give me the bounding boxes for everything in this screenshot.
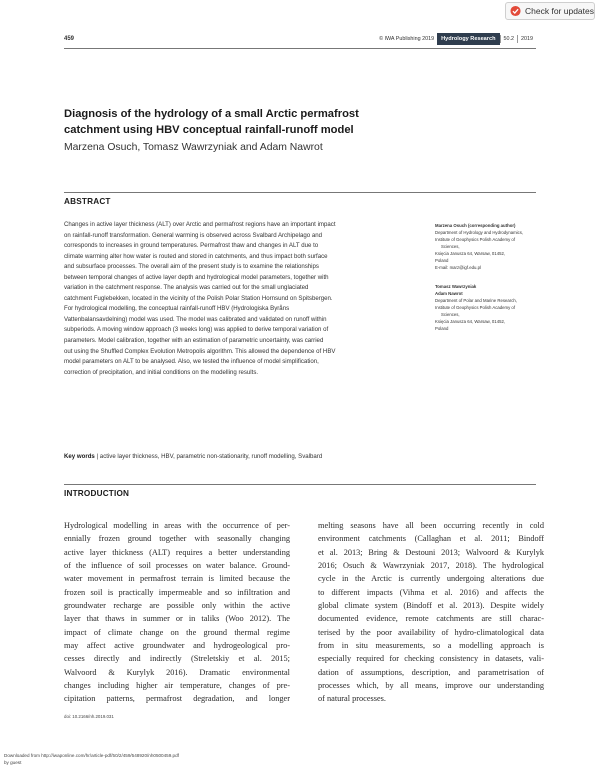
abstract-line: variation in the catchment response. The analysis was carried out for the small unglaciated bbox=[64, 284, 309, 292]
body-line: dation of assumptions, description, and parametrisation of bbox=[318, 667, 544, 677]
keywords bbox=[64, 453, 424, 460]
body-line: of natural processes. bbox=[318, 694, 386, 704]
publisher-notice: © IWA Publishing 2019 bbox=[379, 36, 435, 42]
abstract-line: Changes in active layer thickness (ALT) over Arctic and permafrost regions have an important impact bbox=[64, 221, 336, 228]
body-line: cipitation patterns, permafrost degradation, and longer bbox=[64, 694, 290, 704]
check-updates-label: Check for updates bbox=[525, 6, 594, 16]
body-line: may affect active groundwater and hydrogeological pro- bbox=[64, 641, 290, 651]
page-number: 459 bbox=[64, 36, 75, 42]
doi[interactable]: doi: 10.2166/nh.2019.031 bbox=[64, 714, 114, 719]
affiliation-line: Department of Hydrology and Hydrodynamics, bbox=[435, 230, 524, 235]
footer-line: Downloaded from http://iwaponline.com/hr/article-pdf/50/2/459/548920/nh0500459.pdf bbox=[4, 753, 179, 758]
affiliation-corresponding bbox=[435, 222, 545, 271]
affiliation-line: Marzena Osuch (corresponding author) bbox=[435, 223, 516, 228]
abstract-line: subperiods. A moving window approach (3 weeks long) was applied to derive temporal variation of bbox=[64, 326, 329, 334]
check-for-updates-button[interactable] bbox=[505, 2, 595, 20]
body-line: of the influence of soil processes on water balance. Ground- bbox=[64, 561, 290, 571]
body-line: to different impacts (Vihma et al. 2016) and affects the bbox=[318, 587, 544, 597]
abstract-line: parameters. Model calibration, together with an estimation of parametric uncertainty, was carried bbox=[64, 337, 324, 345]
body-line: Hydrological modelling in areas with the occurrence of per- bbox=[64, 521, 290, 530]
abstract-line: out using the Shuffled Complex Evolution Metropolis algorithm. This allowed the dependence of HBV bbox=[64, 347, 336, 355]
body-line: et al. 2013; Bring & Destouni 2013; Walvoord & Kurylyk bbox=[318, 547, 544, 557]
body-line: documented evidence, remote catchments are still charac- bbox=[318, 614, 544, 624]
affiliation-line: Poland bbox=[435, 326, 449, 331]
journal-name: Hydrology Research bbox=[437, 33, 499, 45]
body-line: groundwater recharge are possible only within the active bbox=[64, 601, 290, 611]
abstract-line: climate warming alter how water is routed and stored in catchments, and thus impact both surface bbox=[64, 252, 328, 260]
affiliation-line: Sciences, bbox=[441, 312, 460, 317]
introduction-heading: INTRODUCTION bbox=[64, 489, 130, 498]
body-line: Walvoord & Kurylyk 2016). Dramatic environmental bbox=[64, 667, 290, 677]
abstract-line: and subsurface processes. The overall aim of the present study is to examine the relationships bbox=[64, 263, 319, 271]
body-line: water movement in permafrost terrain is limited because the bbox=[64, 574, 290, 584]
abstract-line: correction of precipitation, and initial conditions on the modelling results. bbox=[64, 368, 259, 376]
journal-volume: 50.2 bbox=[500, 35, 518, 43]
introduction-divider bbox=[64, 484, 536, 485]
body-line: active layer thickness (ALT) requires a better understanding bbox=[64, 547, 290, 557]
body-line: environment catchments (Callaghan et al. 2011; Bindoff bbox=[318, 534, 544, 544]
body-line: especially required for checking consistency in datasets, vali- bbox=[318, 654, 544, 664]
affiliation-line: Institute of Geophysics Polish Academy of bbox=[435, 305, 516, 310]
affiliation-line: Department of Polar and Marine Research, bbox=[435, 298, 517, 303]
abstract-heading: ABSTRACT bbox=[64, 197, 111, 206]
abstract-text bbox=[64, 220, 422, 378]
abstract-line: catchment Fuglebekken, located in the vicinity of the Polish Polar Station Hornsund on Spitsbergen. bbox=[64, 294, 333, 302]
article-title bbox=[64, 106, 444, 138]
body-line: terised by the poor availability of hydro-climatological data bbox=[318, 627, 544, 637]
affiliation-line: Institute of Geophysics Polish Academy of bbox=[435, 237, 516, 242]
body-line: processes which, by all means, improve our understanding bbox=[318, 681, 544, 691]
body-line: frozen soil is practically impermeable and so infiltration and bbox=[64, 587, 290, 597]
check-updates-icon bbox=[510, 5, 521, 17]
abstract-line: model parameters on ALT to be analysed. Also, we tested the influence of model simplification, bbox=[64, 358, 319, 366]
affiliation-coauthors bbox=[435, 283, 545, 332]
body-line: global climate system (Bindoff et al. 2013). Despite widely bbox=[318, 601, 544, 611]
abstract-line: between temporal changes of active layer depth and hydrological model parameters, together with bbox=[64, 273, 329, 281]
body-line: layer that thaws in summer or in taliks (Woo 2012). The bbox=[64, 614, 290, 624]
body-line: 2016; Osuch & Wawrzyniak 2017, 2018). The hydrological bbox=[318, 561, 544, 571]
keywords-label: Key words bbox=[64, 453, 95, 460]
body-line: impact of climate change on the ground thermal regime bbox=[64, 627, 290, 637]
affiliation-line: Sciences, bbox=[441, 244, 460, 249]
body-line: melting seasons have all been occurring recently in cold bbox=[318, 521, 544, 530]
body-line: changes including higher air temperature, changes of pre- bbox=[64, 681, 290, 691]
affiliation-line: Księcia Janusza 64, Warsaw, 01452, bbox=[435, 319, 506, 324]
abstract-line: For hydrological modelling, the conceptual rainfall-runoff HBV (Hydrologiska Byråns bbox=[64, 305, 290, 313]
body-line: ennially frozen ground together with seasonally changing bbox=[64, 534, 290, 544]
header-divider bbox=[64, 48, 536, 49]
title-line: Diagnosis of the hydrology of a small Arctic permafrost bbox=[64, 108, 359, 120]
abstract-line: corresponds to increases in ground temperatures. Permafrost thaw and changes in ALT due to bbox=[64, 242, 319, 250]
affiliation-line: Poland bbox=[435, 258, 449, 263]
affiliation-line: Tomasz Wawrzyniak bbox=[435, 284, 477, 289]
body-line: from in situ measurements, so a modelling approach is bbox=[318, 641, 544, 651]
email-link[interactable]: E-mail: marz@igf.edu.pl bbox=[435, 265, 481, 270]
affiliation-line: Księcia Janusza 64, Warsaw, 01452, bbox=[435, 251, 506, 256]
abstract-line: on rainfall-runoff transformation. General warming is observed across Svalbard Archipelago and bbox=[64, 231, 322, 239]
running-header bbox=[379, 33, 536, 45]
download-footer bbox=[4, 753, 179, 766]
introduction-right-column bbox=[318, 519, 544, 706]
abstract-line: Vattenbalansavdelning) model was used. The model was calibrated and validated on runoff within bbox=[64, 315, 327, 323]
journal-year: 2019 bbox=[517, 35, 536, 43]
keywords-list: | active layer thickness, HBV, parametric non-stationarity, runoff modelling, Svalbard bbox=[96, 453, 323, 460]
introduction-left-column bbox=[64, 519, 290, 706]
author-list: Marzena Osuch, Tomasz Wawrzyniak and Adam Nawrot bbox=[64, 142, 323, 153]
body-line: cycle in the Arctic is currently undergoing alterations due bbox=[318, 574, 544, 584]
abstract-divider bbox=[64, 192, 536, 193]
body-line: cesses directly and indirectly (Streletskiy et al. 2015; bbox=[64, 654, 290, 664]
footer-line: by guest bbox=[4, 759, 22, 765]
affiliation-line: Adam Nawrot bbox=[435, 291, 463, 296]
title-line: catchment using HBV conceptual rainfall-runoff model bbox=[64, 124, 354, 136]
